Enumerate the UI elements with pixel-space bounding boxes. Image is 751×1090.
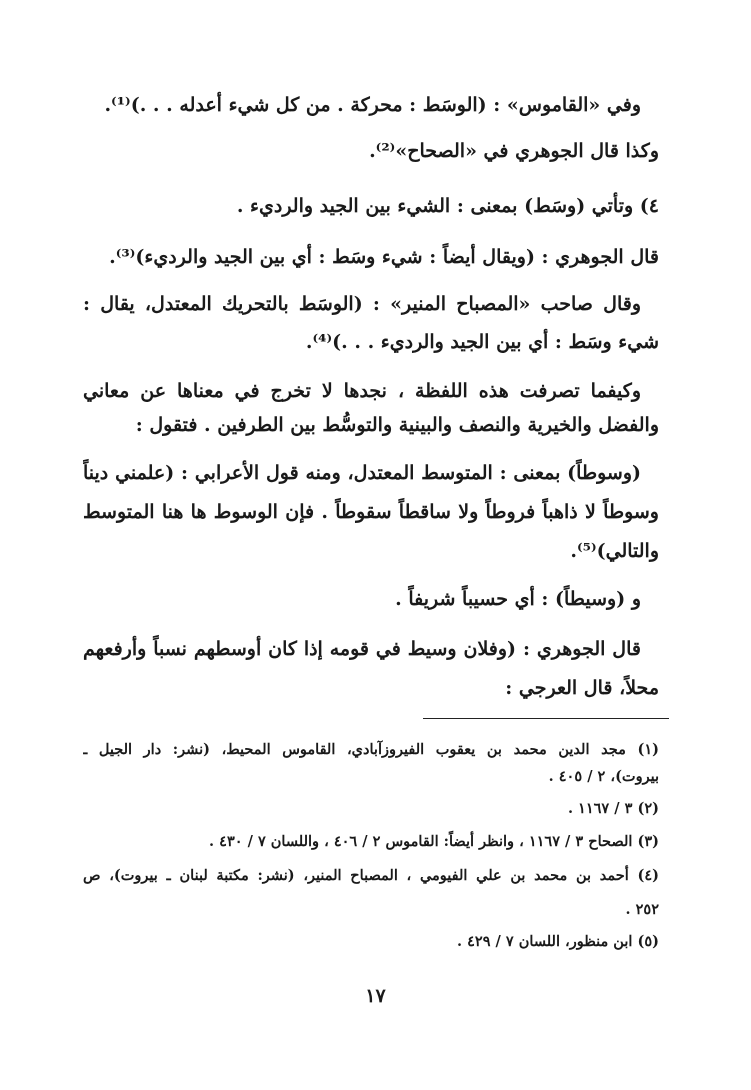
footnote-1-line-2: بيروت)، ٢ / ٤٠٥ .: [548, 768, 659, 785]
body-line-7: وكيفما تصرفت هذه اللفظة ، نجدها لا تخرج في معناها عن معاني: [83, 380, 641, 402]
body-line-13: قال الجوهري : (وفلان وسيط في قومه إذا كان أوسطهم نسباً وأرفعهم: [83, 638, 641, 660]
footnote-separator: [423, 718, 669, 719]
body-line-9: (وسوطاً) بمعنى : المتوسط المعتدل، ومنه قول الأعرابي : (علمني ديناً: [83, 462, 641, 484]
body-line-5: وقال صاحب «المصباح المنير» : (الوسَط بالتحريك المعتدل، يقال :: [83, 293, 641, 315]
body-line-8: والفضل والخيرية والنصف والبينية والتوسُّط بين الطرفين . فتقول :: [135, 414, 659, 436]
body-line-11: والتالي)⁽⁵⁾.: [570, 540, 659, 562]
footnote-3: (٣) الصحاح ٣ / ١١٦٧ ، وانظر أيضاً: القاموس ٢ / ٤٠٦ ، واللسان ٧ / ٤٣٠ .: [209, 833, 659, 850]
footnote-4-line-2: ٢٥٢ .: [625, 901, 659, 918]
body-line-14: محلاً، قال العرجي :: [505, 677, 659, 699]
body-line-6: شيء وسَط : أي بين الجيد والرديء . . .)⁽⁴⁾.: [305, 331, 659, 353]
footnote-1-line-1: (١) مجد الدين محمد بن يعقوب الفيروزآبادي، القاموس المحيط، (نشر: دار الجيل ـ: [83, 741, 659, 758]
body-line-10: وسوطاً لا ذاهباً فروطاً ولا ساقطاً سقوطاً . فإن الوسوط ها هنا المتوسط: [83, 501, 659, 523]
body-line-4: قال الجوهري : (ويقال أيضاً : شيء وسَط : أي بين الجيد والرديء)⁽³⁾.: [109, 246, 659, 268]
footnote-5: (٥) ابن منظور، اللسان ٧ / ٤٢٩ .: [457, 933, 659, 950]
body-line-3: ٤) وتأتي (وسَط) بمعنى : الشيء بين الجيد والرديء .: [236, 195, 659, 217]
footnote-2: (٢) ٣ / ١١٦٧ .: [567, 800, 659, 817]
body-line-12: و (وسيطاً) : أي حسيباً شريفاً .: [395, 588, 641, 610]
body-line-2: وكذا قال الجوهري في «الصحاح»⁽²⁾.: [369, 140, 659, 162]
body-line-1: وفي «القاموس» : (الوسَط : محركة . من كل شيء أعدله . . .)⁽¹⁾.: [104, 94, 641, 116]
footnote-4-line-1: (٤) أحمد بن محمد بن علي الفيومي ، المصباح المنير، (نشر: مكتبة لبنان ـ بيروت)، ص: [83, 867, 659, 884]
page-number: ١٧: [365, 985, 386, 1007]
